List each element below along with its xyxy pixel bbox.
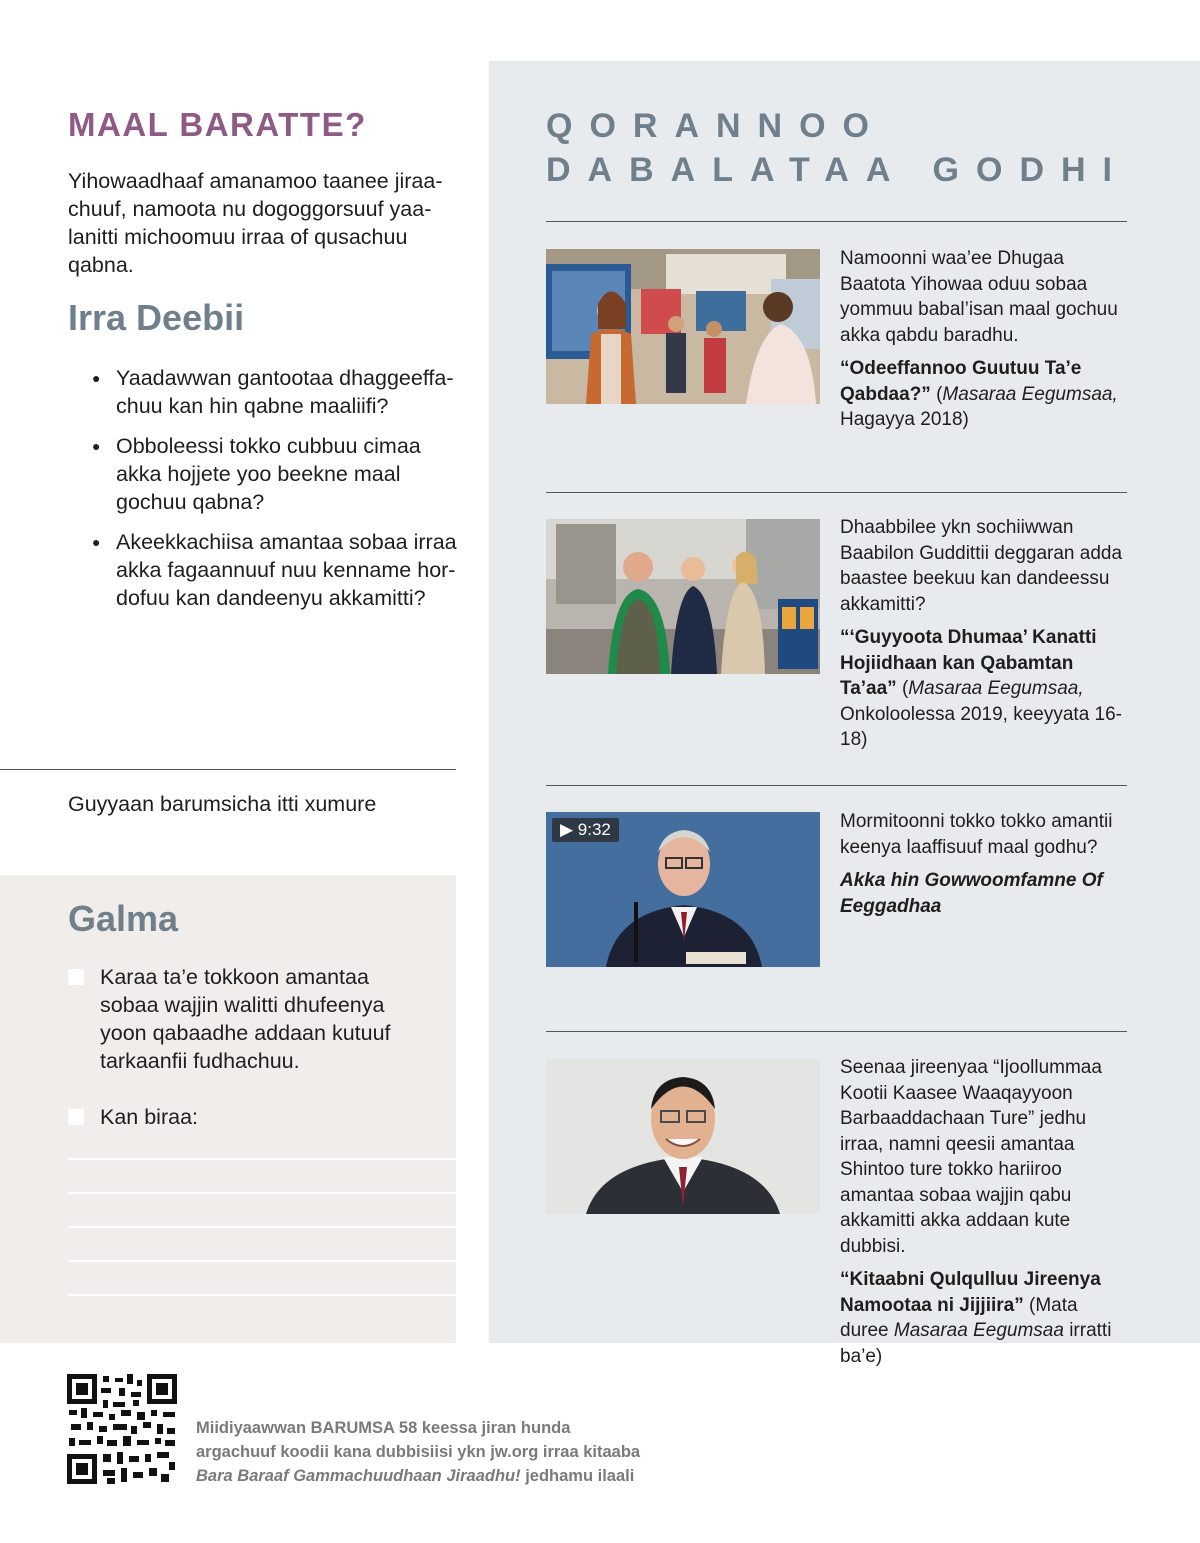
study-item bbox=[840, 1055, 1130, 1369]
study-item bbox=[840, 515, 1130, 753]
study-item-reference[interactable] bbox=[840, 1267, 1130, 1369]
further-study-heading-line1: QORANNOO bbox=[546, 107, 886, 145]
study-item-source-publication: Masaraa Eegumsaa bbox=[893, 1320, 1064, 1341]
review-question: ● Obboleessi tokko cubbuu cimaa akka hojjete yoo beekne maal gochuu qabna? bbox=[92, 432, 457, 516]
review-heading: MAAL BARATTE? bbox=[68, 106, 367, 143]
study-item bbox=[840, 246, 1130, 433]
study-item-reference[interactable] bbox=[840, 868, 1130, 919]
writing-line[interactable] bbox=[68, 1226, 456, 1228]
study-item-source-date: irratti ba’e) bbox=[840, 1320, 1112, 1367]
divider bbox=[546, 492, 1127, 493]
writing-line[interactable] bbox=[68, 1260, 456, 1262]
discuss-heading: Irra Deebii bbox=[68, 297, 245, 338]
goal-item bbox=[68, 963, 428, 1083]
study-item-title: “Odeeffannoo Guutuu Ta’e Qabdaa?” bbox=[840, 358, 1082, 405]
cart-witnessing-illustration bbox=[546, 519, 820, 674]
study-item-source: (Mata duree bbox=[840, 1294, 1078, 1341]
goal-item bbox=[68, 1103, 428, 1133]
study-item-source-publication: Masaraa Eegumsaa, bbox=[942, 383, 1118, 405]
study-item-reference[interactable] bbox=[840, 356, 1130, 433]
street-screens-crowd-image[interactable] bbox=[546, 249, 820, 404]
study-item-source: ( bbox=[930, 383, 943, 405]
street-screens-crowd-illustration bbox=[546, 249, 820, 404]
study-item-description: Mormitoonni tokko tokko amantii keenya laaffisuuf maal godhu? bbox=[840, 811, 1113, 858]
study-item-description: Dhaabbilee ykn sochiiwwan Baabilon Guddittii deggaran adda baastee beekuu kan dandeessu akkamitti? bbox=[840, 517, 1123, 615]
writing-line[interactable] bbox=[68, 1192, 456, 1194]
review-question: ● Yaadawwan gantootaa dhaggeeffa-chuu kan hin qabne maaliifi? bbox=[92, 364, 457, 420]
footer-line: argachuuf koodii kana dubbisiisi ykn jw.org irraa kitaaba bbox=[196, 1443, 641, 1461]
goal-item-text: Kan biraa: bbox=[100, 1105, 199, 1129]
divider bbox=[546, 785, 1127, 786]
qr-code-graphic bbox=[67, 1374, 177, 1484]
study-item-source-publication: Masaraa Eegumsaa, bbox=[908, 678, 1084, 699]
divider bbox=[546, 1031, 1127, 1032]
footer-line-rest: jedhamu ilaali bbox=[520, 1467, 635, 1485]
goal-item-text: Karaa ta’e tokkoon amantaa sobaa wajjin walitti dhufeenya yoon qabaadhe addaan kutuuf tarkaanfii fudhachuu. bbox=[100, 965, 391, 1073]
divider bbox=[546, 221, 1127, 222]
footer-line bbox=[196, 1464, 716, 1488]
study-item-reference[interactable] bbox=[840, 625, 1130, 753]
further-study-heading-line2: DABALATAA GODHI bbox=[546, 151, 1129, 189]
study-item-title: “‘Guyyoota Dhumaa’ Kanatti Hojiidhaan kan Qabamtan Ta’aa” bbox=[840, 627, 1097, 699]
smiling-man-portrait-image[interactable] bbox=[546, 1059, 820, 1214]
divider bbox=[0, 769, 456, 770]
video-duration-badge: ▶ 9:32 bbox=[552, 818, 619, 842]
study-item-description: Seenaa jireenyaa “Ijoollummaa Kootii Kaasee Waaqayyoon Barbaaddachaan Ture” jedhu irraa, namni qeesii amantaa Shintoo ture tokko hariiroo amantaa sobaa wajjin qabu akkamitti akka addaan kute dubbisi. bbox=[840, 1057, 1102, 1257]
writing-line[interactable] bbox=[68, 1158, 456, 1160]
checkbox[interactable] bbox=[68, 969, 84, 985]
writing-line[interactable] bbox=[68, 1294, 456, 1296]
study-item-source-date: Onkoloolessa 2019, keeyyata 16-18) bbox=[840, 703, 1123, 750]
study-item-title: Akka hin Gowwoomfamne Of Eeggadhaa bbox=[840, 870, 1103, 917]
intro-paragraph: Yihowaadhaaf amanamoo taanee jiraa-chuuf, namoota nu dogoggorsuuf yaa-lanitti michoomuu irraa of qusachuu qabna. bbox=[68, 169, 443, 277]
study-item-source-date: Hagayya 2018) bbox=[840, 409, 969, 430]
completion-date-label: Guyyaan barumsicha itti xumure bbox=[68, 792, 377, 816]
review-question: ● Akeekkachiisa amantaa sobaa irraa akka fagaannuuf nuu kenname hor-dofuu kan dandeenyu akkamitti? bbox=[92, 528, 457, 612]
study-item bbox=[840, 809, 1130, 919]
further-study-heading bbox=[546, 104, 1129, 192]
cart-witnessing-image[interactable] bbox=[546, 519, 820, 674]
study-item-source: ( bbox=[896, 678, 909, 699]
goal-heading: Galma bbox=[68, 898, 179, 939]
review-question-list bbox=[92, 364, 457, 624]
footer-note bbox=[196, 1416, 716, 1488]
study-item-title: “Kitaabni Qulqulluu Jireenya Namootaa ni Jijjiira” bbox=[840, 1269, 1101, 1316]
footer-line: Miidiyaawwan BARUMSA 58 keessa jiran hunda bbox=[196, 1419, 571, 1437]
study-item-description: Namoonni waa’ee Dhugaa Baatota Yihowaa oduu sobaa yommuu babal’isan maal gochuu akka qabdu baradhu. bbox=[840, 248, 1118, 346]
footer-book-title[interactable]: Bara Baraaf Gammachuudhaan Jiraadhu! bbox=[196, 1467, 521, 1485]
speaker-video-image[interactable] bbox=[546, 812, 820, 967]
checkbox[interactable] bbox=[68, 1109, 84, 1125]
qr-code-icon[interactable] bbox=[67, 1374, 177, 1484]
smiling-man-portrait-illustration bbox=[546, 1059, 820, 1214]
